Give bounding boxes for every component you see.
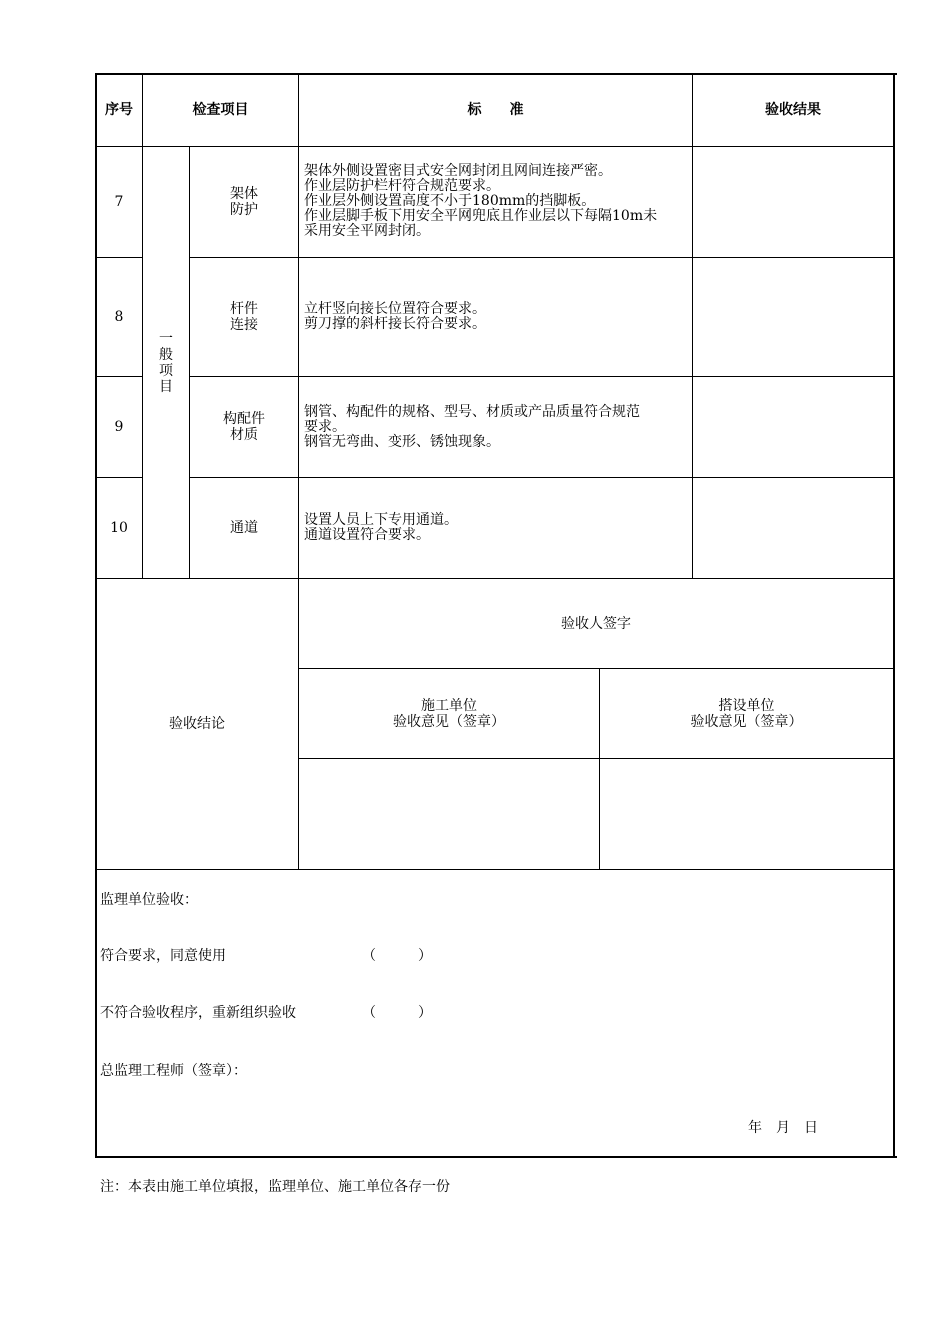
- header-item: 检查项目: [192, 102, 249, 118]
- row-8-standard: 立杆竖向接长位置符合要求。 剪刀撑的斜杆接长符合要求。: [304, 301, 486, 332]
- row-9-no: 9: [114, 419, 124, 435]
- table-right-border: [893, 73, 895, 1158]
- row-8-result[interactable]: [693, 258, 893, 376]
- group-label-general: 一 般 项 目: [159, 330, 173, 395]
- supervision-title: 监理单位验收：: [100, 892, 198, 908]
- row-8-item: 杆件 连接: [230, 301, 258, 333]
- supervision-date: 年 月 日: [748, 1120, 818, 1136]
- conclusion-label: 验收结论: [169, 716, 225, 732]
- supervision-disagree-box[interactable]: （ ）: [362, 1005, 432, 1021]
- row-10-result[interactable]: [693, 478, 893, 578]
- row-7-result[interactable]: [693, 147, 893, 257]
- row-10-no: 10: [110, 520, 128, 536]
- header-seq: 序号: [105, 102, 133, 118]
- supervision-agree-box[interactable]: （ ）: [362, 948, 432, 964]
- construction-unit-label: 施工单位 验收意见（签章）: [393, 697, 505, 730]
- sign-title: 验收人签字: [561, 615, 631, 632]
- supervision-engineer: 总监理工程师（签章）：: [100, 1063, 247, 1079]
- row-divider: [96, 869, 894, 870]
- row-7-standard: 架体外侧设置密目式安全网封闭且网间连接严密。 作业层防护栏杆符合规范要求。 作业层外侧设置高度不小于180mm的挡脚板。 作业层脚手板下用安全平网兜底且作业层以下每隔10m未 采用安全平网封闭。: [304, 163, 658, 239]
- row-8-no: 8: [114, 309, 124, 325]
- supervision-disagree: 不符合验收程序，重新组织验收: [100, 1005, 296, 1021]
- row-7-item: 架体 防护: [230, 186, 258, 218]
- footnote: 注：本表由施工单位填报，监理单位、施工单位各存一份: [100, 1179, 450, 1195]
- header-result: 验收结果: [765, 102, 821, 118]
- row-9-result[interactable]: [693, 377, 893, 477]
- supervision-agree: 符合要求，同意使用: [100, 948, 226, 964]
- row-10-item: 通道: [230, 520, 258, 536]
- construction-unit-signature[interactable]: [299, 759, 599, 869]
- row-9-standard: 钢管、构配件的规格、型号、材质或产品质量符合规范 要求。 钢管无弯曲、变形、锈蚀现象。: [304, 403, 640, 450]
- header-standard: 标 准: [467, 102, 524, 118]
- row-9-item: 构配件 材质: [223, 411, 265, 443]
- row-7-no: 7: [114, 194, 124, 210]
- erection-unit-label: 搭设单位 验收意见（签章）: [690, 697, 803, 730]
- erection-unit-signature[interactable]: [600, 759, 893, 869]
- table-bottom-border: [95, 1156, 897, 1158]
- row-10-standard: 设置人员上下专用通道。 通道设置符合要求。: [304, 512, 458, 543]
